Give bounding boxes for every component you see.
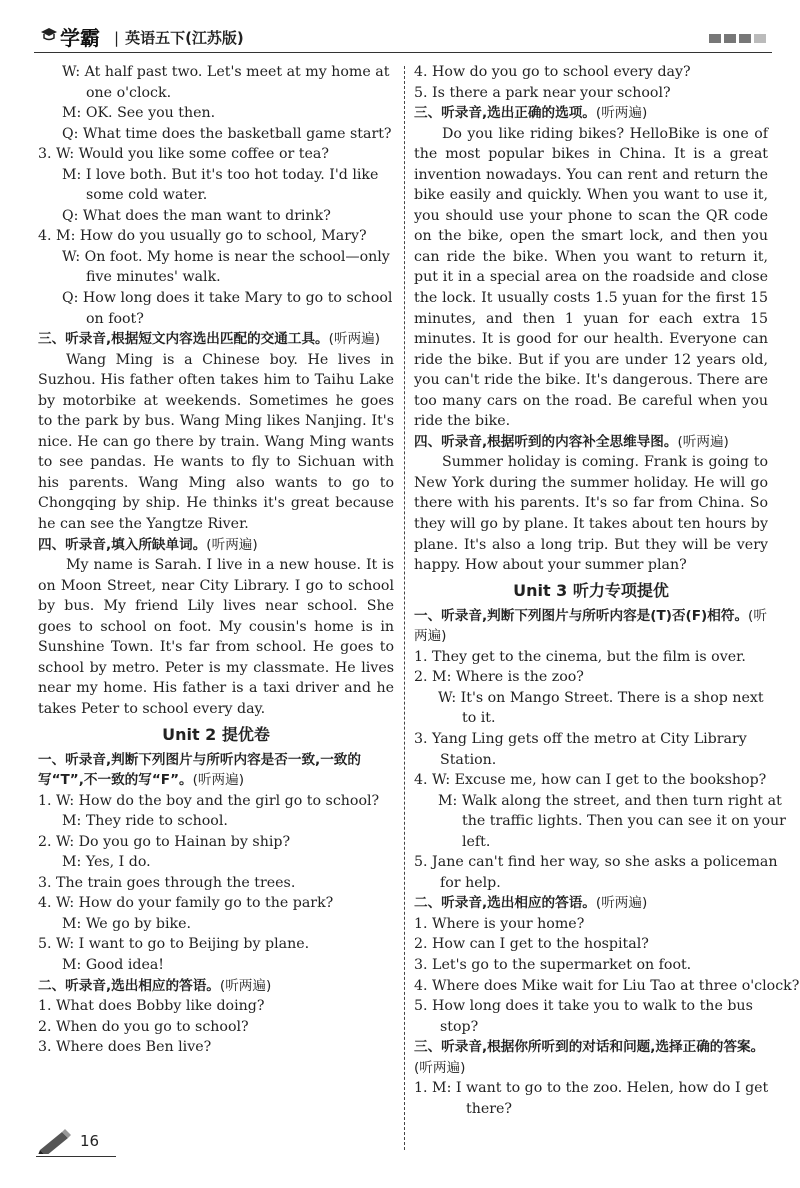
list-item: 3. The train goes through the trees. — [38, 874, 296, 891]
list-item: Station. — [440, 751, 497, 768]
list-item: 1. What does Bobby like doing? — [38, 998, 265, 1015]
passage: Do you like riding bikes? HelloBike is one of the most popular bikes in China. It is a great invention nowadays. You can rent and return the bike easily and quickly. When you want to use it, you should use your phone to scan the QR code on the bike, open the smart lock, and then you can ride the bike. When you want to return it, put it in a special area on the roadside and close the lock. It usually costs 1.5 yuan for the first 15 minutes, and then 1 yuan for each extra 15 minutes. It is good for our health. Everyone can ride the bike. But if you are under 12 years old, you can't ride the bike. It's dangerous. There are too many cars on the road. Be careful when you ride the bike. — [414, 125, 768, 430]
list-item: M: Good idea! — [62, 956, 165, 973]
section-heading: 二、听录音,选出相应的答语。(听两遍) — [414, 895, 648, 912]
list-item: 2. M: Where is the zoo? — [414, 669, 584, 686]
list-item: 5. Is there a park near your school? — [414, 84, 671, 101]
section-heading: 四、听录音,根据听到的内容补全思维导图。(听两遍) — [414, 433, 729, 450]
book-logo — [40, 22, 100, 50]
list-item: 4. W: How do your family go to the park? — [38, 895, 334, 912]
dialogue-line: some cold water. — [86, 187, 208, 204]
logo-text: 学霸 — [60, 25, 100, 50]
dialogue-line: Q: What time does the basketball game start? — [62, 125, 392, 142]
list-item: for help. — [440, 874, 501, 891]
section-heading: 三、听录音,根据短文内容选出匹配的交通工具。(听两遍) — [38, 331, 381, 348]
list-item: 5. W: I want to go to Beijing by plane. — [38, 936, 310, 953]
list-item: 4. Where does Mike wait for Liu Tao at three o'clock? — [414, 977, 800, 994]
passage: My name is Sarah. I live in a new house. It is on Moon Street, near City Library. I go to school by bus. My friend Lily lives near school. She goes to school on foot. My cousin's home is in Sunshine Town. It's far from school. He goes to school by metro. Peter is my classmate. He lives near my home. His father is a taxi driver and he takes Peter to school every day. — [38, 557, 394, 717]
list-item: left. — [462, 833, 491, 850]
list-item: W: It's on Mango Street. There is a shop next — [438, 689, 764, 706]
list-item: M: They ride to school. — [62, 813, 228, 830]
list-item: 1. They get to the cinema, but the film is over. — [414, 648, 746, 665]
dialogue-line: 4. M: How do you usually go to school, Mary? — [38, 228, 367, 245]
list-item: 5. How long does it take you to walk to the bus — [414, 998, 753, 1015]
dialogue-line: M: OK. See you then. — [62, 105, 216, 122]
page-footer — [36, 1126, 116, 1157]
section-heading: 四、听录音,填入所缺单词。(听两遍) — [38, 536, 258, 553]
list-item: to it. — [462, 710, 496, 727]
page-number: 16 — [80, 1132, 100, 1150]
dialogue-line: M: I love both. But it's too hot today. I'd like — [62, 166, 379, 183]
list-item: 4. How do you go to school every day? — [414, 64, 691, 80]
section-heading: 一、听录音,判断下列图片与所听内容是否一致,一致的写“T”,不一致的写“F”。(听两遍) — [38, 751, 361, 789]
list-item: 3. Let's go to the supermarket on foot. — [414, 956, 692, 973]
pencil-icon — [36, 1128, 74, 1158]
dialogue-line: W: On foot. My home is near the school—only — [62, 248, 390, 265]
passage: Summer holiday is coming. Frank is going to New York during the summer holiday. He will go there with his parents. It's so far from China. So they will go by plane. It takes about ten hours by plane. It's also a long trip. But they will be very happy. How about your summer plan? — [414, 454, 768, 574]
list-item: there? — [466, 1100, 513, 1117]
section-heading: 一、听录音,判断下列图片与所听内容是(T)否(F)相符。(听两遍) — [414, 607, 767, 645]
list-item: 2. When do you go to school? — [38, 1018, 249, 1035]
passage: Wang Ming is a Chinese boy. He lives in Suzhou. His father often takes him to Taihu Lake by motorbike at weekends. Sometimes he goes to the park by bus. Wang Ming likes Nanjing. It's nice. He can go there by train. Wang Ming wants to see pandas. He wants to fly to Sichuan with his parents. Wang Ming also wants to go to Chongqing by ship. He thinks it's great because he can see the Yangtze River. — [38, 351, 394, 533]
dialogue-line: on foot? — [86, 310, 144, 327]
dialogue-line: Q: How long does it take Mary to go to school — [62, 290, 393, 307]
book-title: | 英语五下(江苏版) — [114, 29, 244, 47]
dialogue-line: W: At half past two. Let's meet at my home at — [62, 64, 390, 80]
list-item: 4. W: Excuse me, how can I get to the bookshop? — [414, 772, 767, 789]
list-item: 5. Jane can't find her way, so she asks a policeman — [414, 854, 778, 871]
list-item: M: We go by bike. — [62, 915, 192, 932]
list-item: M: Walk along the street, and then turn right at — [438, 792, 782, 809]
list-item: 2. How can I get to the hospital? — [414, 936, 649, 953]
column-divider — [404, 66, 405, 1150]
header-decoration — [709, 34, 766, 43]
list-item: 3. Yang Ling gets off the metro at City Library — [414, 730, 747, 747]
unit-title: Unit 3 听力专项提优 — [513, 580, 669, 600]
list-item: 3. Where does Ben live? — [38, 1039, 212, 1056]
section-heading: 三、听录音,根据你所听到的对话和问题,选择正确的答案。(听两遍) — [414, 1039, 765, 1076]
list-item: 1. W: How do the boy and the girl go to school? — [38, 792, 380, 809]
list-item: the traffic lights. Then you can see it on your — [462, 813, 786, 830]
book-title-text: 英语五下(江苏版) — [125, 29, 244, 47]
list-item: 1. M: I want to go to the zoo. Helen, how do I get — [414, 1080, 769, 1097]
dialogue-line: five minutes' walk. — [86, 269, 221, 286]
list-item: M: Yes, I do. — [62, 854, 151, 871]
dialogue-line: one o'clock. — [86, 84, 172, 101]
section-heading: 三、听录音,选出正确的选项。(听两遍) — [414, 105, 648, 122]
list-item: stop? — [440, 1018, 479, 1035]
unit-title: Unit 2 提优卷 — [162, 724, 270, 744]
page-header — [34, 18, 772, 53]
dialogue-line: 3. W: Would you like some coffee or tea? — [38, 146, 329, 163]
section-heading: 二、听录音,选出相应的答语。(听两遍) — [38, 977, 272, 994]
right-column — [414, 62, 800, 1119]
graduation-cap-icon — [40, 26, 58, 46]
left-column — [38, 62, 394, 1058]
list-item: 1. Where is your home? — [414, 915, 585, 932]
dialogue-line: Q: What does the man want to drink? — [62, 207, 331, 224]
list-item: 2. W: Do you go to Hainan by ship? — [38, 833, 291, 850]
